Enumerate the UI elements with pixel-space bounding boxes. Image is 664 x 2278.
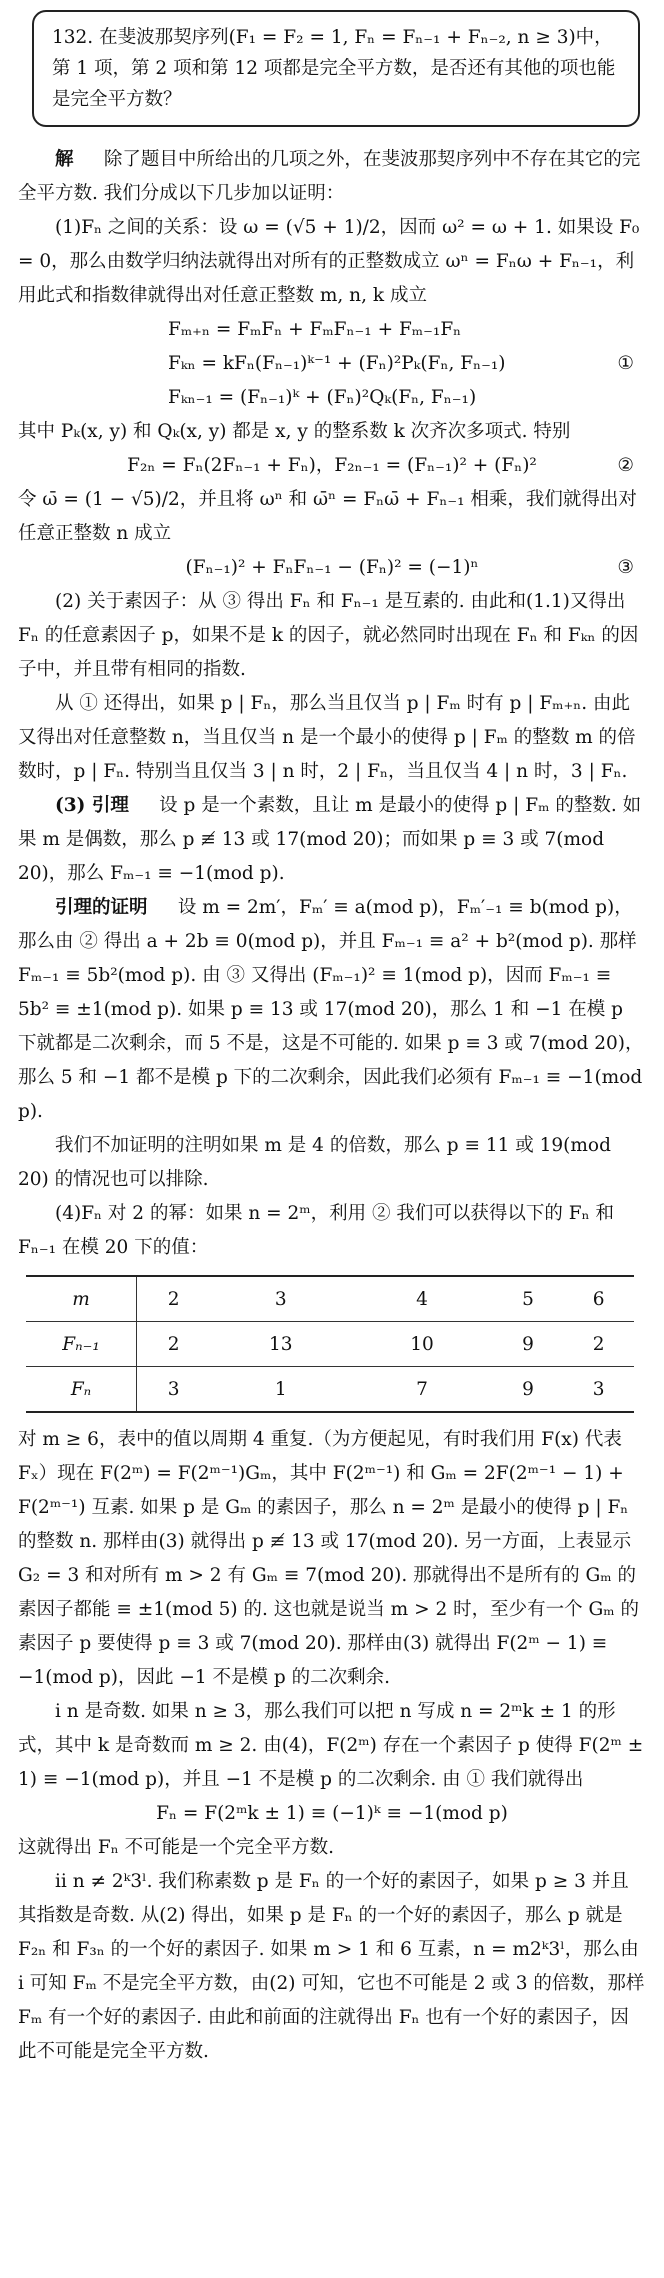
step2-text: (2) 关于素因子：从 ③ 得出 Fₙ 和 Fₙ₋₁ 是互素的. 由此和(1.1)又得出 Fₙ 的任意素因子 p，如果不是 k 的因子，就必然同时出现在 Fₙ 和 Fₖₙ 的因子中，并且带有相同的指数. bbox=[18, 591, 639, 680]
equation-1c: Fₖₙ₋₁ = (Fₙ₋₁)ᵏ + (Fₙ)²Qₖ(Fₙ, Fₙ₋₁) bbox=[168, 387, 477, 408]
step3-lemma bbox=[18, 789, 646, 891]
remark-text: 我们不加证明的注明如果 m 是 4 的倍数，那么 p ≡ 11 或 19(mod 20) 的情况也可以排除. bbox=[18, 1135, 611, 1190]
table-cell: 2 bbox=[137, 1322, 211, 1367]
table-cell: 9 bbox=[493, 1367, 564, 1413]
proof-text: 设 m = 2m′，Fₘ′ ≡ a(mod p)，Fₘ′₋₁ ≡ b(mod p)，那么由 ② 得出 a + 2b ≡ 0(mod p)，并且 Fₘ₋₁ ≡ a² + b²(mod p). 那样 Fₘ₋₁ ≡ 5b²(mod p). 由 ③ 又得出 (Fₘ₋₁)² ≡ 1(mod p)，因而 Fₘ₋₁ ≡ 5b² ≡ ±1(mod p). 如果 p ≡ 13 或 17(mod 20)，那么 1 和 −1 在模 p 下就都是二次剩余，而 5 不是，这是不可能的. 如果 p ≡ 3 或 7(mod 20)，那么 5 和 −1 都不是模 p 下的二次剩余，因此我们必须有 Fₘ₋₁ ≡ −1(mod p). bbox=[18, 897, 644, 1122]
table-cell: 1 bbox=[210, 1367, 351, 1413]
table-cell: 3 bbox=[137, 1367, 211, 1413]
equation-number-2: ② bbox=[617, 455, 634, 476]
lemma-label: (3) 引理 bbox=[55, 795, 129, 816]
table-row-head: Fₙ₋₁ bbox=[26, 1322, 137, 1367]
table-cell: 6 bbox=[563, 1276, 634, 1322]
table-cell: 3 bbox=[563, 1367, 634, 1413]
case2-text: ⅱ n ≠ 2ᵏ3ˡ. 我们称素数 p 是 Fₙ 的一个好的素因子，如果 p ≥ 3 并且其指数是奇数. 从(2) 得出，如果 p 是 Fₙ 的一个好的素因子，那么 p 就是 F₂ₙ 和 F₃ₙ 的一个好的素因子. 如果 m > 1 和 6 互素，n = m2ᵏ3ˡ，那么由 ⅰ 可知 Fₘ 不是完全平方数，由(2) 可知，它也不可能是 2 或 3 的倍数，那样 Fₘ 有一个好的素因子. 由此和前面的注就得出 Fₙ 也有一个好的素因子，因此不可能是完全平方数. bbox=[18, 1871, 645, 2062]
table-row bbox=[26, 1322, 634, 1367]
table-row bbox=[26, 1276, 634, 1322]
table-cell: 2 bbox=[563, 1322, 634, 1367]
problem-text: 132. 在斐波那契序列(F₁ = F₂ = 1, Fₙ = Fₙ₋₁ + Fₙ₋₂, n ≥ 3)中，第 1 项，第 2 项和第 12 项都是完全平方数，是否还有其他的项也能是完全平方数？ bbox=[52, 27, 616, 110]
equation-1b: Fₖₙ = kFₙ(Fₙ₋₁)ᵏ⁻¹ + (Fₙ)²Pₖ(Fₙ, Fₙ₋₁) ① bbox=[18, 347, 646, 381]
case1-b-text: 这就得出 Fₙ 不可能是一个完全平方数. bbox=[18, 1837, 334, 1858]
step4-b-text: 对 m ≥ 6，表中的值以周期 4 重复.（为方便起见，有时我们用 F(x) 代表 Fₓ）现在 F(2ᵐ) = F(2ᵐ⁻¹)Gₘ，其中 F(2ᵐ⁻¹) 和 Gₘ = 2F(2ᵐ⁻¹ − 1) + F(2ᵐ⁻¹) 互素. 如果 p 是 Gₘ 的素因子，那么 n = 2ᵐ 是最小的使得 p | Fₙ 的整数 n. 那样由(3) 就得出 p ≢ 13 或 17(mod 20). 另一方面，上表显示 G₂ = 3 和对所有 m > 2 有 Gₘ ≡ 7(mod 20). 那就得出不是所有的 Gₘ 的素因子都能 ≡ ±1(mod 5) 的. 这也就是说当 m > 2 时，至少有一个 Gₘ 的素因子 p 要使得 p ≡ 3 或 7(mod 20). 那样由(3) 就得出 F(2ᵐ − 1) ≡ −1(mod p)，因此 −1 不是模 p 的二次剩余. bbox=[18, 1429, 640, 1688]
lemma-text: 设 p 是一个素数，且让 m 是最小的使得 p | Fₘ 的整数. 如果 m 是偶数，那么 p ≢ 13 或 17(mod 20)；而如果 p ≡ 3 或 7(mod 20)，那么 Fₘ₋₁ ≡ −1(mod p). bbox=[18, 795, 642, 884]
step2-b-text: 从 ① 还得出，如果 p | Fₙ，那么当且仅当 p | Fₘ 时有 p | Fₘ₊ₙ. 由此又得出对任意整数 n，当且仅当 n 是一个最小的使得 p | Fₘ 的整数 m 的倍数时，p | Fₙ. 特别当且仅当 3 | n 时，2 | Fₙ，当且仅当 4 | n 时，3 | Fₙ. bbox=[18, 693, 636, 782]
table-row-head: Fₙ bbox=[26, 1367, 137, 1413]
solution-intro-text: 除了题目中所给出的几项之外，在斐波那契序列中不存在其它的完全平方数. 我们分成以下几步加以证明： bbox=[18, 149, 641, 204]
step1-c-text: 令 ω̄ = (1 − √5)/2，并且将 ωⁿ 和 ω̄ⁿ = Fₙω̄ + Fₙ₋₁ 相乘，我们就得出对任意正整数 n 成立 bbox=[18, 489, 637, 544]
equation-2: F₂ₙ = Fₙ(2Fₙ₋₁ + Fₙ)，F₂ₙ₋₁ = (Fₙ₋₁)² + (Fₙ)² ② bbox=[18, 449, 646, 483]
solution-intro bbox=[18, 143, 646, 211]
solution-label: 解 bbox=[55, 149, 74, 170]
table-cell: 2 bbox=[137, 1276, 211, 1322]
lemma-proof bbox=[18, 891, 646, 1129]
table-cell: 10 bbox=[351, 1322, 492, 1367]
equation-3: (Fₙ₋₁)² + FₙFₙ₋₁ − (Fₙ)² = (−1)ⁿ ③ bbox=[18, 551, 646, 585]
equation-number-1: ① bbox=[617, 353, 634, 374]
equation-4: Fₙ = F(2ᵐk ± 1) ≡ (−1)ᵏ ≡ −1(mod p) bbox=[156, 1803, 508, 1824]
table-row bbox=[26, 1367, 634, 1413]
step1-b-text: 其中 Pₖ(x, y) 和 Qₖ(x, y) 都是 x, y 的整系数 k 次齐次多项式. 特别 bbox=[18, 421, 571, 442]
table-cell: 13 bbox=[210, 1322, 351, 1367]
equation-1a: Fₘ₊ₙ = FₘFₙ + FₘFₙ₋₁ + Fₘ₋₁Fₙ bbox=[168, 319, 462, 340]
table-cell: 4 bbox=[351, 1276, 492, 1322]
mod20-table bbox=[26, 1275, 634, 1413]
table-row-head: m bbox=[26, 1276, 137, 1322]
step1-text: (1)Fₙ 之间的关系：设 ω = (√5 + 1)/2，因而 ω² = ω + 1. 如果设 F₀ = 0，那么由数学归纳法就得出对所有的正整数成立 ωⁿ = Fₙω + Fₙ₋₁，利用此式和指数律就得出对任意正整数 m, n, k 成立 bbox=[18, 217, 640, 306]
proof-label: 引理的证明 bbox=[55, 897, 148, 918]
step4-text: (4)Fₙ 对 2 的幂：如果 n = 2ᵐ，利用 ② 我们可以获得以下的 Fₙ 和 Fₙ₋₁ 在模 20 下的值： bbox=[18, 1203, 614, 1258]
equation-number-3: ③ bbox=[617, 557, 634, 578]
table-cell: 3 bbox=[210, 1276, 351, 1322]
case1-text: ⅰ n 是奇数. 如果 n ≥ 3，那么我们可以把 n 写成 n = 2ᵐk ± 1 的形式，其中 k 是奇数而 m ≥ 2. 由(4)，F(2ᵐ) 存在一个素因子 p 使得 F(2ᵐ ± 1) ≡ −1(mod p)，并且 −1 不是模 p 的二次剩余. 由 ① 我们就得出 bbox=[18, 1701, 644, 1790]
table-cell: 7 bbox=[351, 1367, 492, 1413]
problem-box bbox=[32, 10, 640, 127]
table-cell: 9 bbox=[493, 1322, 564, 1367]
table-cell: 5 bbox=[493, 1276, 564, 1322]
